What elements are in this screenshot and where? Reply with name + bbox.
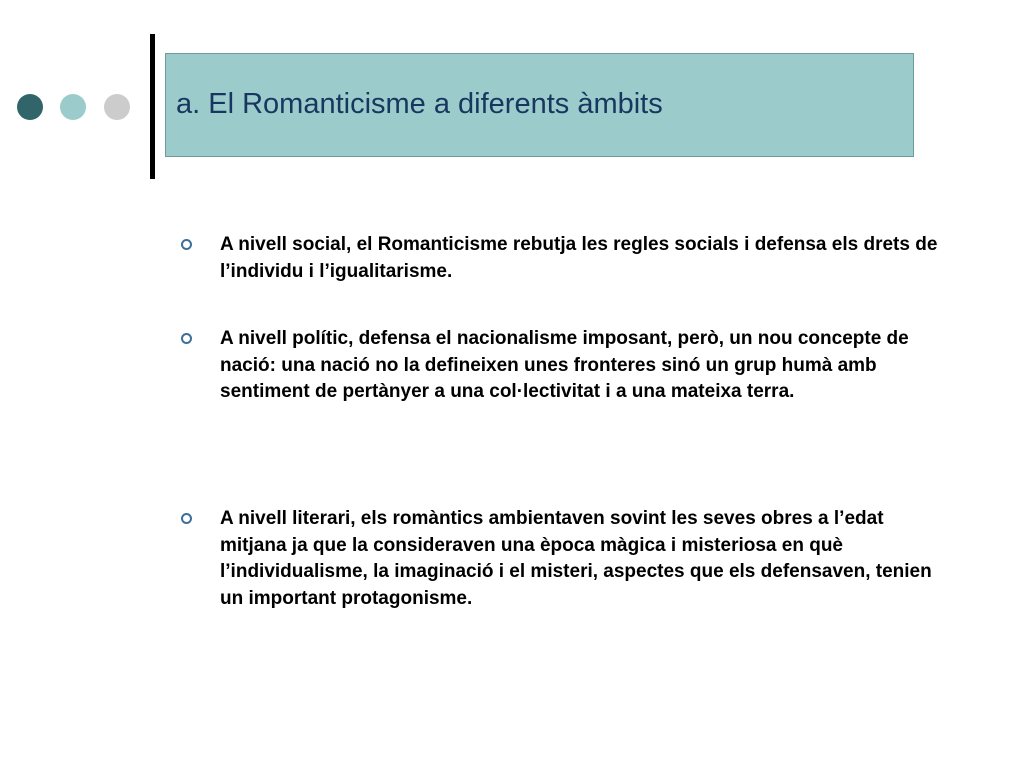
slide-title: a. El Romanticisme a diferents àmbits xyxy=(176,88,663,120)
bullet-circle-icon xyxy=(181,513,192,524)
decorative-dot-gray xyxy=(104,94,130,120)
bullet-text: A nivell social, el Romanticisme rebutja les regles socials i defensa els drets de l’individu i l’igualitarisme. xyxy=(220,234,938,282)
bullet-text: A nivell polític, defensa el nacionalisme imposant, però, un nou concepte de nació: una nació no la defineixen unes fronteres sinó un grup humà amb sentiment de pertànyer a una col·lectivitat i a una mateixa terra. xyxy=(220,328,909,402)
bullet-text: A nivell literari, els romàntics ambientaven sovint les seves obres a l’edat mitjana ja que la consideraven una època màgica i misteriosa en què l’individualisme, la imaginació i el misteri, aspectes que els defensaven, tenien un important protagonisme. xyxy=(220,508,932,609)
title-divider-bar xyxy=(150,34,155,179)
decorative-dot-dark xyxy=(17,94,43,120)
bullet-circle-icon xyxy=(181,333,192,344)
bullet-circle-icon xyxy=(181,239,192,250)
decorative-dot-teal xyxy=(60,94,86,120)
